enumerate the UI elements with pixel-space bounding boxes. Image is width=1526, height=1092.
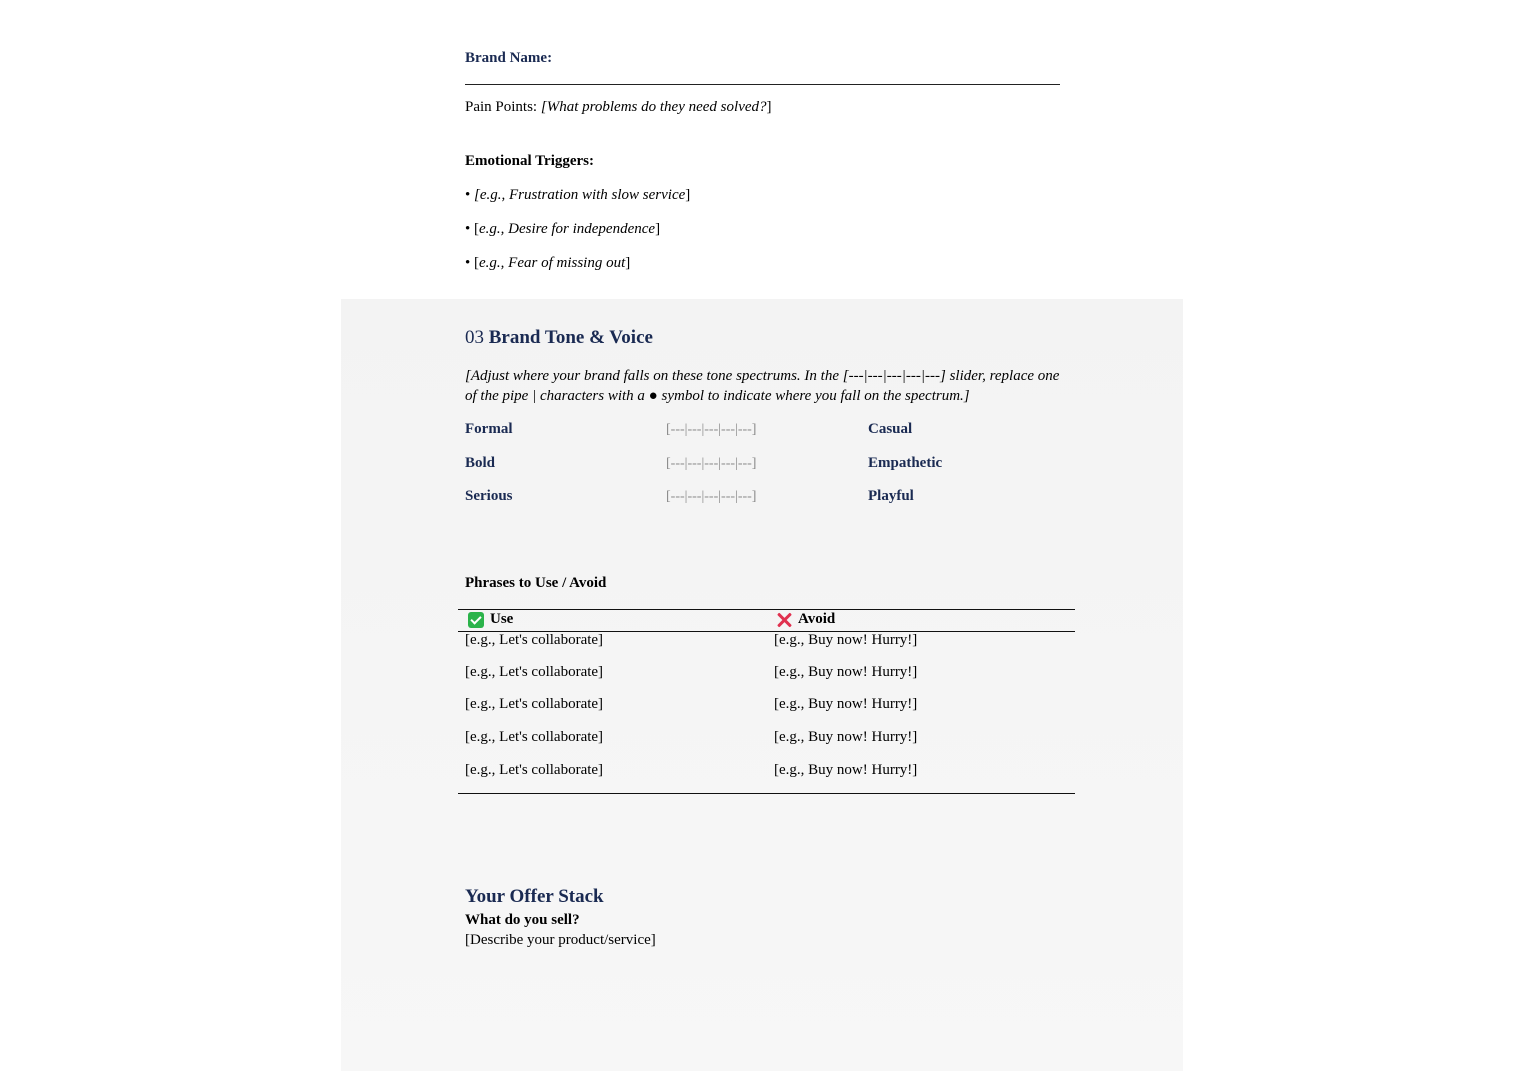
trigger-text: e.g., Fear of missing out xyxy=(479,255,626,271)
table-top-rule xyxy=(458,609,1075,610)
bullet: • xyxy=(465,221,475,237)
bullet: • xyxy=(465,255,475,271)
tone-slider[interactable]: [---|---|---|---|---] xyxy=(666,422,757,437)
trigger-item xyxy=(465,187,690,204)
pain-points-line xyxy=(465,99,772,116)
table-cell-use: [e.g., Let's collaborate] xyxy=(465,762,604,778)
bracket-open: [ xyxy=(474,255,480,271)
table-cell-use: [e.g., Let's collaborate] xyxy=(465,696,604,712)
offer-question: What do you sell? xyxy=(465,912,580,928)
table-header-avoid xyxy=(776,611,835,628)
pain-points-placeholder: [What problems do they need solved? xyxy=(540,99,767,115)
tone-left-label: Formal xyxy=(465,421,513,437)
tone-left-label: Serious xyxy=(465,488,513,504)
table-header-use xyxy=(468,611,513,628)
check-mark-icon xyxy=(468,612,484,628)
tone-right-label: Playful xyxy=(868,488,914,504)
header-use-label: Use xyxy=(490,611,514,627)
table-cell-use: [e.g., Let's collaborate] xyxy=(465,632,604,648)
bracket-close: ] xyxy=(685,187,691,203)
bracket-open: [ xyxy=(474,187,480,203)
bracket-close: ] xyxy=(625,255,631,271)
table-cell-use: [e.g., Let's collaborate] xyxy=(465,729,604,745)
trigger-text: e.g., Frustration with slow service xyxy=(479,187,686,203)
emotional-triggers-title: Emotional Triggers: xyxy=(465,153,595,169)
brand-name-field-line[interactable] xyxy=(465,84,1060,85)
table-cell-avoid: [e.g., Buy now! Hurry!] xyxy=(774,696,918,712)
section-name: Brand Tone & Voice xyxy=(488,327,653,348)
section-title-brand-tone xyxy=(465,327,653,349)
pain-points-close: ] xyxy=(766,99,772,115)
tone-instructions: [Adjust where your brand falls on these tone spectrums. In the [---|---|---|---|---] slider, replace one of the pipe | characters with a ● symbol to indicate where you fall on the spectrum.] xyxy=(465,368,1060,404)
offer-stack-title: Your Offer Stack xyxy=(465,886,604,907)
phrases-title: Phrases to Use / Avoid xyxy=(465,575,607,591)
trigger-item xyxy=(465,255,630,272)
header-avoid-label: Avoid xyxy=(798,611,836,627)
bullet: • xyxy=(465,187,475,203)
offer-description-placeholder[interactable]: [Describe your product/service] xyxy=(465,932,656,948)
table-cell-use: [e.g., Let's collaborate] xyxy=(465,664,604,680)
tone-slider[interactable]: [---|---|---|---|---] xyxy=(666,456,757,471)
trigger-text: e.g., Desire for independence xyxy=(479,221,656,237)
table-cell-avoid: [e.g., Buy now! Hurry!] xyxy=(774,762,918,778)
cross-mark-icon xyxy=(776,612,792,628)
table-cell-avoid: [e.g., Buy now! Hurry!] xyxy=(774,632,918,648)
table-cell-avoid: [e.g., Buy now! Hurry!] xyxy=(774,729,918,745)
brand-name-label: Brand Name: xyxy=(465,50,553,66)
bracket-open: [ xyxy=(474,221,480,237)
tone-slider[interactable]: [---|---|---|---|---] xyxy=(666,489,757,504)
table-cell-avoid: [e.g., Buy now! Hurry!] xyxy=(774,664,918,680)
tone-left-label: Bold xyxy=(465,455,496,471)
tone-voice-panel xyxy=(341,299,1183,1071)
section-number: 03 xyxy=(465,327,484,348)
pain-points-label: Pain Points: xyxy=(465,99,541,115)
table-bottom-rule xyxy=(458,793,1075,794)
trigger-item xyxy=(465,221,660,238)
tone-right-label: Empathetic xyxy=(868,455,943,471)
tone-right-label: Casual xyxy=(868,421,913,437)
bracket-close: ] xyxy=(655,221,661,237)
